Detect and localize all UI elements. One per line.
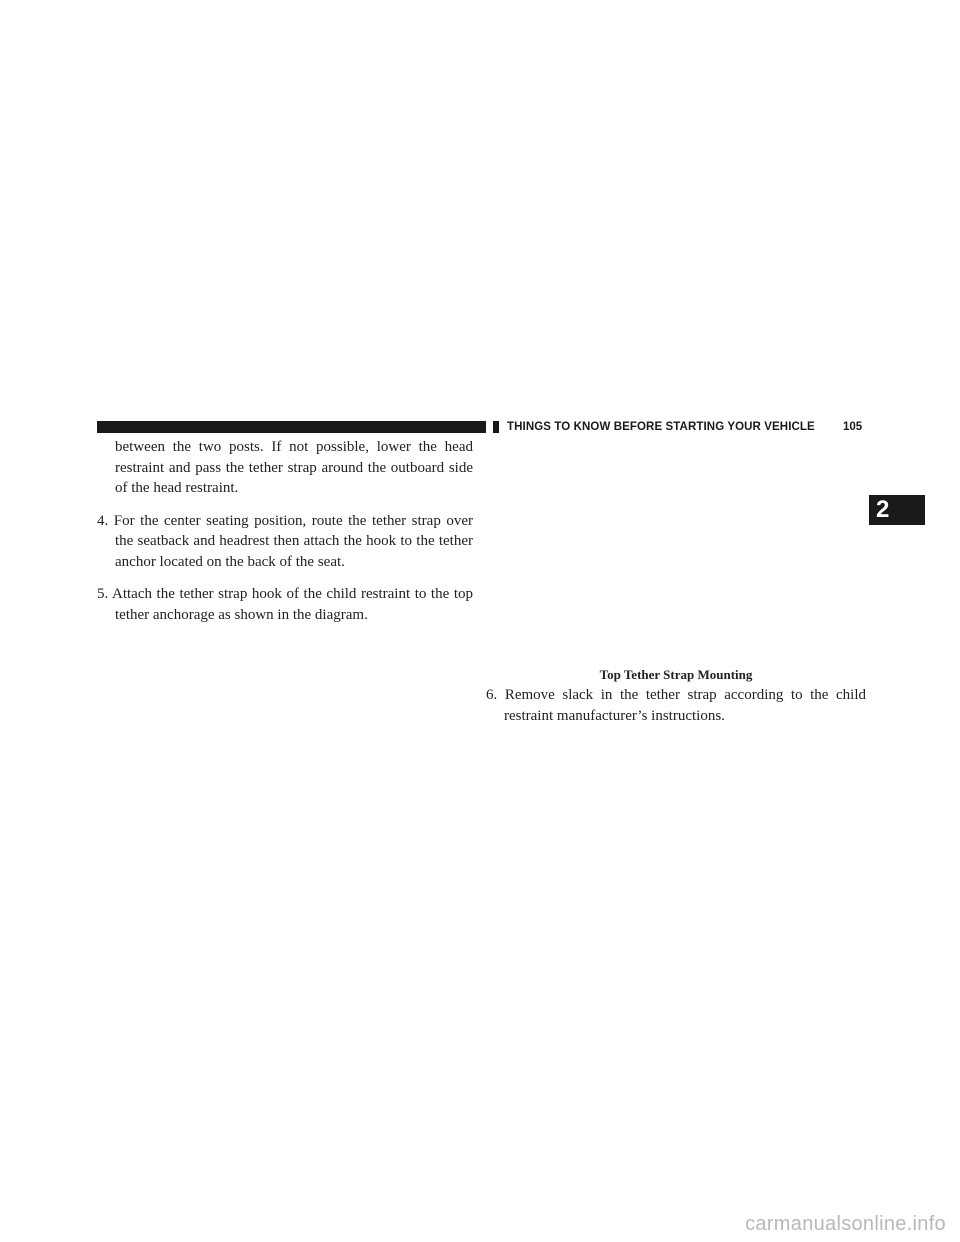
right-column (486, 685, 866, 726)
page-number: 105 (843, 421, 863, 433)
step-number: 6. (486, 687, 505, 703)
chapter-tab (869, 495, 925, 525)
step-text: Attach the tether strap hook of the child restraint to the top tether anchorage as shown in the diagram. (112, 586, 473, 623)
chapter-tab-label: 2 (876, 496, 890, 523)
header-rule-marker (493, 421, 499, 433)
figure-caption: Top Tether Strap Mounting (599, 667, 753, 682)
continuation-paragraph: between the two posts. If not possible, lower the head restraint and pass the tether strap around the outboard side of the head restraint. (115, 439, 473, 496)
step-item (97, 584, 473, 625)
step-number: 4. (97, 512, 114, 529)
step-text: Remove slack in the tether strap according to the child restraint manufacturer’s instructions. (504, 687, 867, 724)
watermark: carmanualsonline.info (745, 1213, 946, 1235)
step-item (97, 511, 473, 573)
step-text: For the center seating position, route the tether strap over the seatback and headrest then attach the hook to the tether anchor located on the back of the seat. (113, 512, 473, 570)
figure-area (486, 440, 866, 660)
step-item (486, 685, 866, 726)
section-title: THINGS TO KNOW BEFORE STARTING YOUR VEHICLE (507, 421, 815, 433)
left-column (97, 437, 473, 625)
step-number: 5. (97, 586, 112, 602)
header-rule (97, 421, 486, 433)
